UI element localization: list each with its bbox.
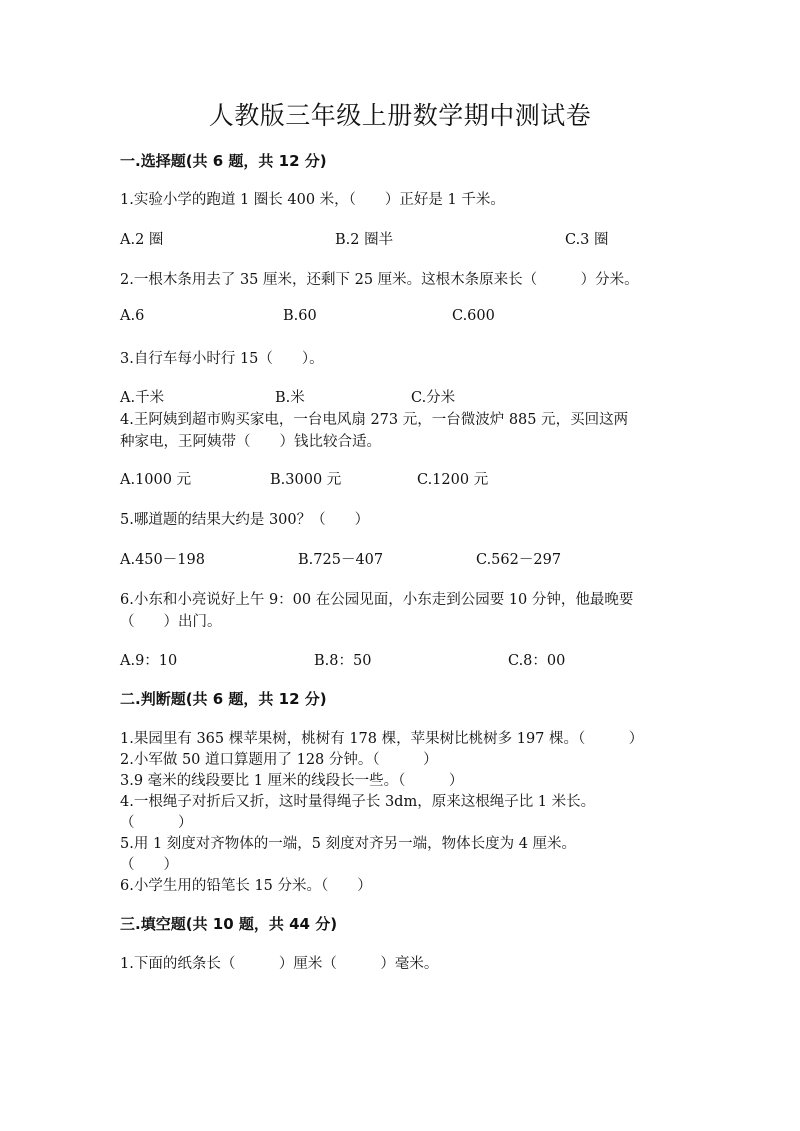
- choice-question-3: 3.自行车每小时行 15（ ）。: [120, 351, 324, 367]
- judge-question-4-cont: （ ）: [120, 815, 193, 831]
- choice-question-6: 6.小东和小亮说好上午 9：00 在公园见面，小东走到公园要 10 分钟，他最晚要: [120, 592, 634, 608]
- choice-2-option-c: C.600: [452, 308, 495, 324]
- section-heading-choice: 一.选择题(共 6 题，共 12 分): [120, 152, 327, 170]
- choice-6-option-b: B.8：50: [314, 653, 372, 669]
- judge-question-2: 2.小军做 50 道口算题用了 128 分钟。（ ）: [120, 752, 438, 768]
- choice-2-option-a: A.6: [120, 308, 145, 324]
- section-heading-judge: 二.判断题(共 6 题，共 12 分): [120, 690, 327, 708]
- choice-5-option-b: B.725－407: [298, 552, 384, 568]
- judge-question-4: 4.一根绳子对折后又折，这时量得绳子长 3dm，原来这根绳子比 1 米长。: [120, 794, 596, 810]
- choice-6-option-c: C.8：00: [508, 653, 566, 669]
- judge-question-5-cont: （ ）: [120, 857, 178, 873]
- choice-question-4: 4.王阿姨到超市购买家电，一台电风扇 273 元，一台微波炉 885 元，买回这两: [120, 412, 629, 428]
- choice-question-1: 1.实验小学的跑道 1 圈长 400 米，（ ）正好是 1 千米。: [120, 192, 505, 208]
- choice-5-option-a: A.450－198: [120, 552, 205, 568]
- choice-6-option-a: A.9：10: [120, 653, 178, 669]
- judge-question-6: 6.小学生用的铅笔长 15 分米。（ ）: [120, 878, 372, 894]
- choice-3-option-c: C.分米: [411, 390, 456, 406]
- choice-4-option-a: A.1000 元: [120, 472, 192, 488]
- page-title: 人教版三年级上册数学期中测试卷: [208, 101, 592, 130]
- section-heading-fill: 三.填空题(共 10 题，共 44 分): [120, 915, 338, 933]
- choice-2-option-b: B.60: [283, 308, 317, 324]
- choice-4-option-c: C.1200 元: [417, 472, 489, 488]
- choice-3-option-a: A.千米: [120, 390, 165, 406]
- choice-question-4-cont: 种家电，王阿姨带（ ）钱比较合适。: [120, 434, 381, 450]
- choice-1-option-c: C.3 圈: [565, 232, 609, 248]
- choice-question-2: 2.一根木条用去了 35 厘米，还剩下 25 厘米。这根木条原来长（ ）分米。: [120, 272, 639, 288]
- fill-question-1: 1.下面的纸条长（ ）厘米（ ）毫米。: [120, 956, 439, 972]
- choice-3-option-b: B.米: [275, 390, 305, 406]
- choice-question-5: 5.哪道题的结果大约是 300？（ ）: [120, 512, 370, 528]
- judge-question-5: 5.用 1 刻度对齐物体的一端，5 刻度对齐另一端，物体长度为 4 厘米。: [120, 836, 577, 852]
- choice-4-option-b: B.3000 元: [270, 472, 342, 488]
- choice-1-option-b: B.2 圈半: [335, 232, 394, 248]
- choice-1-option-a: A.2 圈: [120, 232, 164, 248]
- judge-question-3: 3.9 毫米的线段要比 1 厘米的线段长一些。（ ）: [120, 773, 464, 789]
- choice-5-option-c: C.562－297: [476, 552, 562, 568]
- judge-question-1: 1.果园里有 365 棵苹果树，桃树有 178 棵，苹果树比桃树多 197 棵。（ ）: [120, 731, 644, 747]
- choice-question-6-cont: （ ）出门。: [120, 614, 222, 630]
